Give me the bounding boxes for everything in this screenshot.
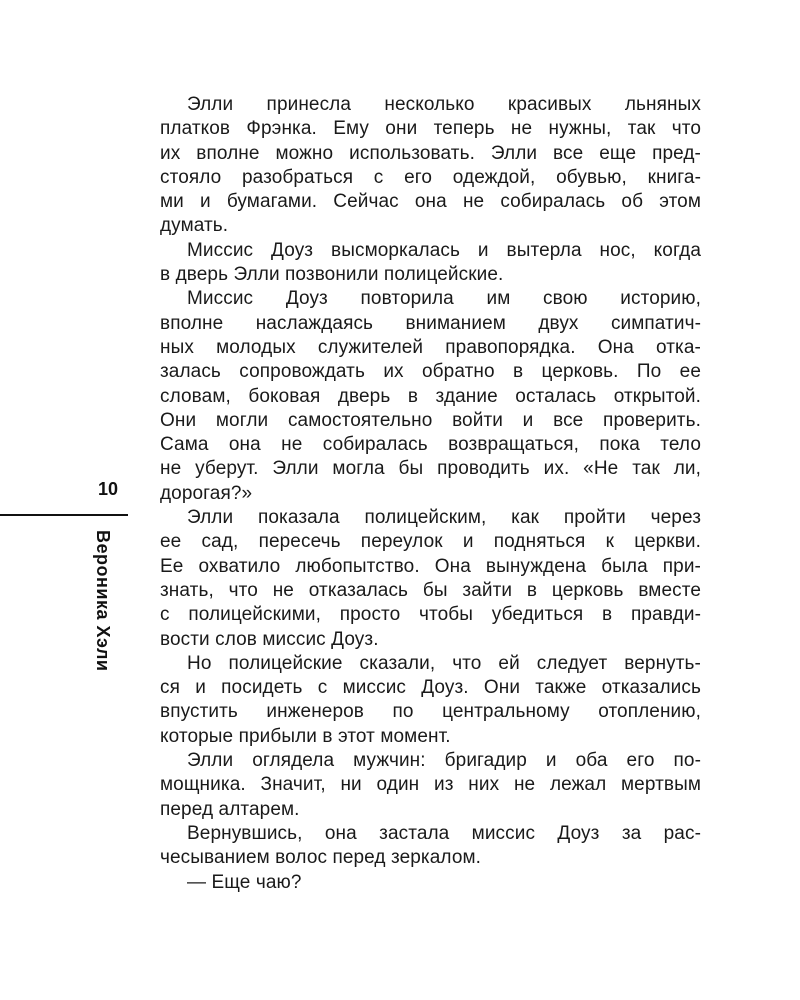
text-line: Они могли самостоятельно войти и все проверить. bbox=[160, 409, 701, 431]
text-line: вполне наслаждаясь вниманием двух симпатич- bbox=[160, 312, 701, 334]
text-line: вости слов миссис Доуз. bbox=[160, 628, 379, 650]
text-line: словам, боковая дверь в здание осталась открытой. bbox=[160, 385, 701, 407]
text-line: Миссис Доуз высморкалась и вытерла нос, когда bbox=[187, 239, 701, 261]
text-line: платков Фрэнка. Ему они теперь не нужны, так что bbox=[160, 118, 701, 140]
text-line: Элли принесла несколько красивых льняных bbox=[187, 94, 701, 115]
text-line: Сама она не собиралась возвращаться, пока тело bbox=[160, 434, 701, 456]
text-line: ми и бумагами. Сейчас она не собиралась об этом bbox=[160, 191, 701, 213]
body-text bbox=[160, 93, 701, 895]
text-line: в дверь Элли позвонили полицейские. bbox=[160, 264, 504, 286]
text-line: их вполне можно использовать. Элли все еще пред- bbox=[160, 142, 701, 164]
margin-rule bbox=[0, 514, 128, 516]
text-line: ся и посидеть с миссис Доуз. Они также отказались bbox=[160, 677, 701, 699]
text-line: знать, что не отказалась бы зайти в церковь вместе bbox=[160, 579, 701, 601]
text-line: Миссис Доуз повторила им свою историю, bbox=[187, 288, 701, 310]
text-line: чесыванием волос перед зеркалом. bbox=[160, 847, 482, 869]
text-line: дорогая?» bbox=[160, 482, 253, 504]
text-line: залась сопровождать их обратно в церковь. По ее bbox=[160, 361, 701, 383]
text-line: ных молодых служителей правопорядка. Она отка- bbox=[160, 336, 701, 358]
running-title: Вероника Хэли bbox=[93, 530, 113, 672]
text-line: Ее охватило любопытство. Она вынуждена была при- bbox=[160, 555, 701, 577]
text-line: Элли показала полицейским, как пройти через bbox=[187, 507, 701, 529]
text-line: которые прибыли в этот момент. bbox=[160, 725, 451, 747]
text-line: Но полицейские сказали, что ей следует вернуть- bbox=[187, 652, 701, 674]
text-line: думать. bbox=[160, 215, 229, 237]
text-line: впустить инженеров по центральному отоплению, bbox=[160, 701, 701, 723]
text-line: Элли оглядела мужчин: бригадир и оба его по- bbox=[187, 750, 701, 772]
text-line: ее сад, пересечь переулок и подняться к церкви. bbox=[160, 531, 701, 553]
text-line: перед алтарем. bbox=[160, 798, 300, 820]
text-line: — Еще чаю? bbox=[187, 871, 302, 893]
text-line: стояло разобраться с его одеждой, обувью, книга- bbox=[160, 166, 701, 188]
text-line: Вернувшись, она застала миссис Доуз за рас- bbox=[187, 822, 701, 844]
text-line: не уберут. Элли могла бы проводить их. «Не так ли, bbox=[160, 458, 701, 480]
text-line: с полицейскими, просто чтобы убедиться в правди- bbox=[160, 604, 701, 626]
page-number: 10 bbox=[98, 479, 119, 499]
text-line: мощника. Значит, ни один из них не лежал мертвым bbox=[160, 774, 701, 796]
